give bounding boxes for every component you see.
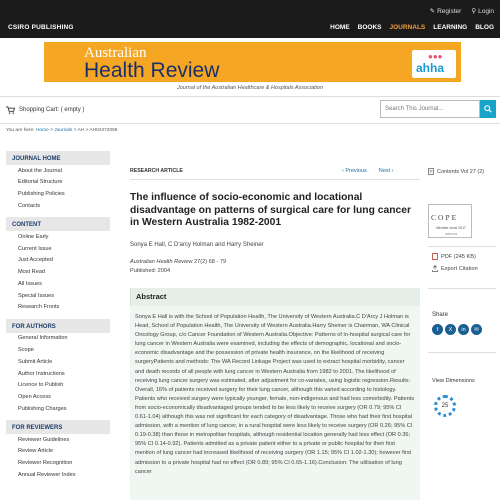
sidebar-item-editorial[interactable]: Editorial Structure	[18, 179, 63, 186]
divider	[428, 288, 496, 289]
sidebar-item-general-information[interactable]: General Information	[18, 335, 68, 342]
nav-blog[interactable]: BLOG	[475, 24, 494, 31]
banner-line1: Australian	[84, 45, 147, 61]
email-icon[interactable]: ✉	[471, 324, 482, 335]
sidebar-item-review-article[interactable]: Review Article	[18, 448, 54, 455]
contents-link[interactable]: Contents Vol 27 (2)	[428, 168, 484, 175]
sidebar-item-most-read[interactable]: Most Read	[18, 269, 46, 276]
register-icon: ✎	[429, 8, 436, 15]
breadcrumb-current: AH04272068	[89, 128, 118, 133]
sidebar-item-special-issues[interactable]: Special Issues	[18, 292, 55, 299]
share-heading: Share	[432, 312, 449, 318]
ahha-logo: ●●● ahha	[412, 50, 456, 78]
article-title: The influence of socio-economic and locational disadvantage on patterns of surgical care for lung cancer in Western Australia 1982-2001	[130, 192, 411, 229]
brand-logo[interactable]: CSIRO PUBLISHING	[8, 24, 74, 31]
breadcrumb-journals[interactable]: Journals	[54, 128, 73, 133]
main-nav	[330, 24, 494, 31]
chevron-right-icon: ›	[390, 168, 394, 174]
nav-learning[interactable]: LEARNING	[433, 24, 468, 31]
sidebar-item-online-early[interactable]: Online Early	[18, 233, 49, 240]
register-link[interactable]: ✎ Register	[429, 7, 462, 15]
nav-home[interactable]: HOME	[330, 24, 350, 31]
published-date: Published: 2004	[130, 268, 171, 274]
cart-icon	[6, 106, 15, 114]
pdf-download-link[interactable]: PDF (245 KB)	[432, 253, 476, 260]
linkedin-icon[interactable]: in	[458, 324, 469, 335]
x-icon[interactable]: X	[445, 324, 456, 335]
previous-link[interactable]: ‹ Previous	[342, 168, 367, 174]
breadcrumb: You are here: Home > Journals > AH > AH04272068	[6, 128, 118, 133]
dimensions-badge[interactable]: 25	[434, 395, 456, 417]
sidebar-item-policies[interactable]: Publishing Policies	[18, 191, 65, 198]
login-icon: ⚲	[471, 8, 477, 15]
sidebar-item-contacts[interactable]: Contacts	[18, 202, 41, 209]
utility-links	[430, 7, 494, 15]
abstract-heading: Abstract	[130, 288, 420, 306]
export-citation-link[interactable]: Export Citation	[432, 265, 478, 272]
sidebar-item-current-issue[interactable]: Current Issue	[18, 245, 52, 252]
journal-reference: Australian Health Review 27(2) 68 - 79	[130, 259, 227, 265]
sidebar-item-author-instructions[interactable]: Author Instructions	[18, 370, 65, 377]
login-link[interactable]: ⚲ Login	[471, 7, 494, 15]
cope-badge[interactable]: COPE Member since 2017 JM13733	[428, 204, 472, 238]
sidebar-item-scope[interactable]: Scope	[18, 346, 34, 353]
nav-books[interactable]: BOOKS	[357, 24, 382, 31]
nav-journals[interactable]: JOURNALS	[389, 24, 426, 31]
sidebar-item-all-issues[interactable]: All Issues	[18, 280, 42, 287]
search-input[interactable]: Search This Journal...	[380, 100, 480, 118]
journal-banner[interactable]	[44, 42, 461, 82]
sidebar-head-for-reviewers[interactable]: FOR REVIEWERS	[6, 419, 110, 434]
sidebar-item-reviewer-guidelines[interactable]: Reviewer Guidelines	[18, 436, 70, 443]
pdf-icon	[432, 253, 438, 260]
sidebar-item-open-access[interactable]: Open Access	[18, 394, 51, 401]
divider	[428, 246, 496, 247]
sidebar-item-publishing-charges[interactable]: Publishing Charges	[18, 405, 67, 412]
facebook-icon[interactable]: f	[432, 324, 443, 335]
article-authors: Sonya E Hall, C D'arcy Holman and Harry Sheiner	[130, 242, 264, 248]
sidebar	[6, 150, 110, 481]
sidebar-item-just-accepted[interactable]: Just Accepted	[18, 257, 53, 264]
sidebar-item-annual-reviewer-index[interactable]: Annual Reviewer Index	[18, 472, 76, 478]
search-icon	[484, 105, 492, 113]
next-link[interactable]: Next ›	[378, 168, 394, 174]
article-pagination	[342, 168, 393, 174]
divider	[428, 352, 496, 353]
sidebar-item-reviewer-recognition[interactable]: Reviewer Recognition	[18, 460, 73, 467]
cart-search-bar	[0, 96, 500, 124]
document-icon	[428, 168, 434, 175]
breadcrumb-home[interactable]: Home	[35, 128, 49, 133]
sidebar-item-licence[interactable]: Licence to Publish	[18, 382, 64, 389]
sidebar-head-journal-home[interactable]: JOURNAL HOME	[6, 150, 110, 165]
export-icon	[432, 265, 438, 272]
top-bar	[0, 0, 500, 38]
shopping-cart[interactable]: Shopping Cart: ( empty )	[6, 106, 84, 114]
sidebar-item-submit-article[interactable]: Submit Article	[18, 358, 53, 365]
sidebar-item-research-fronts[interactable]: Research Fronts	[18, 304, 60, 311]
sidebar-head-content[interactable]: CONTENT	[6, 216, 110, 231]
abstract-body: Sonya E Hall is with the School of Population Health, The University of Western Australia.C D'Arcy J Holman is Head, School of Population Health, The University of Western Australia.Harry Sheiner is Chairman, WA Clinical Oncology Group, c/o Cancer Foundation of Western Australia.Objective: Patterns of in-hospital surgical care for lung cancer in Western Australia were examined, including the effects of demographic, locational and socio-economic disadvantage and the possession of private health insurance, on the likelihood of receiving surgeryPatients and methods: The WA Record Linkage Project was used to extract hospital morbidity, cancer and death records of all people with lung cancer in Western Australia from 1982 to 2001. The likelihood of receiving lung cancer surgery was estimated, after adjustment for co-variates, using logistic regression.Results: Overall, 16% of patients received surgery for their lung cancer, although this varied according to histology. Patients who received surgery were typically younger, female, non-indigenous and had less comorbidity. Patients from socio-economically disadvantaged groups tended to be less likely to receive surgery (OR 0.79; 95% CI 0.61-1.04) although this was not significant for each category of disadvantage. Those who had their first hospital admission, with a mention of lung cancer, in a rural hospital were less likely to receive surgery (OR 0.26; 95% CI 0.19-0.38) than those in metropolitan hospitals, although residential location generally had less effect (OR 0.36; 95% CI 0.14-0.92). Patients admitted as a private patient either to a private or public hospital for their first mention of lung cancer had increased likelihood of receiving surgery (OR 1.15; 95% CI 1.02-1.30); however first admission to a private hospital had no effect (OR 0.89; 95% CI 0.65-1.16).Conclusion: The utilisation of lung cancer	[130, 306, 420, 500]
breadcrumb-ah[interactable]: AH	[77, 128, 85, 133]
divider	[130, 179, 420, 180]
social-share-icons	[432, 324, 482, 335]
dimensions-heading: View Dimensions	[432, 378, 475, 384]
sidebar-item-about[interactable]: About the Journal	[18, 167, 62, 174]
search-button[interactable]	[480, 100, 496, 118]
ahha-logo-dots-icon: ●●●	[428, 52, 443, 61]
sidebar-head-for-authors[interactable]: FOR AUTHORS	[6, 318, 110, 333]
article-type-label: RESEARCH ARTICLE	[130, 168, 183, 174]
chevron-left-icon: ‹	[342, 168, 346, 174]
journal-tagline: Journal of the Australian Healthcare & Hospitals Association	[176, 85, 324, 91]
banner-line2: Health Review	[84, 59, 220, 82]
